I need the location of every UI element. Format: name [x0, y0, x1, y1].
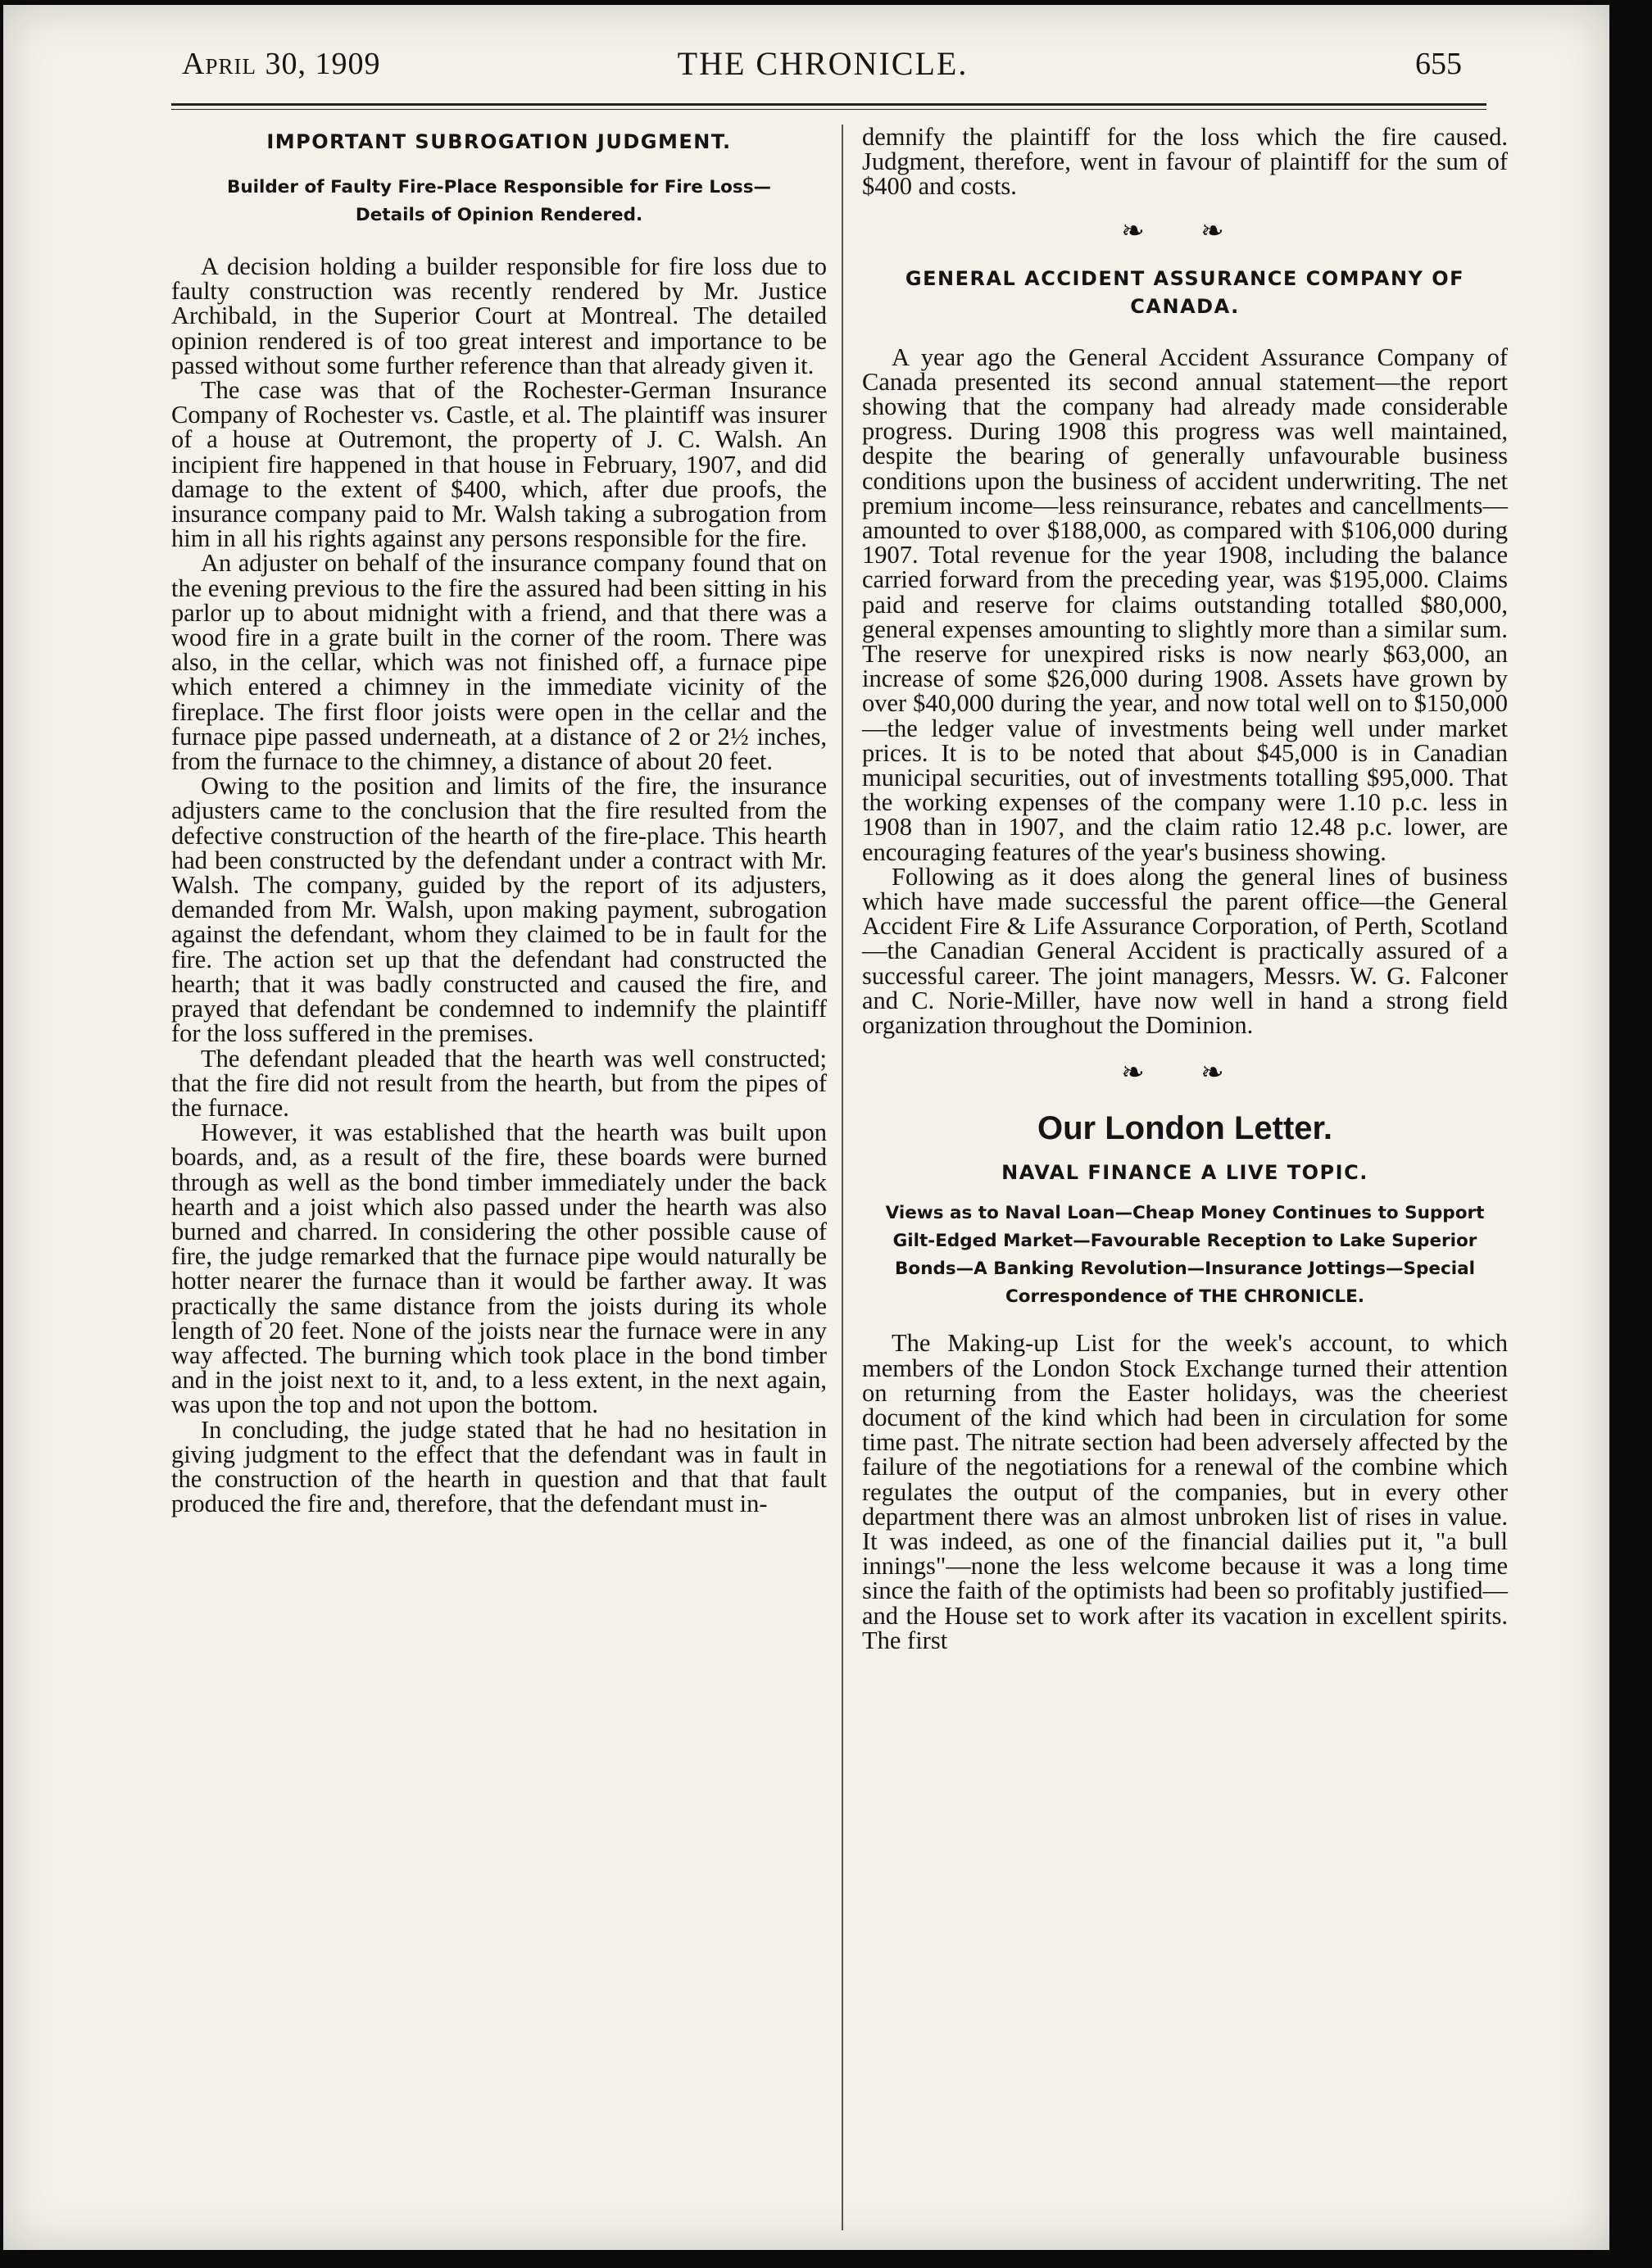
article1-paragraph: An adjuster on behalf of the insurance company found that on the evening previous to the fire the assured had been sitting in his parlor up to about midnight with a friend, and that there was a wood fire in a grate built in the corner of the room. There was also, in the cellar, which was not finished off, a furnace pipe which entered a chimney in the immediate vicinity of the fireplace. The first floor joists were open in the cellar and the furnace pipe passed underneath, at a distance of 2 or 2½ inches, from the furnace to the chimney, a distance of about 20 feet.: [171, 549, 827, 776]
article2-paragraph: Following as it does along the general lines of business which have made successful the parent office—the General Accident Fire & Life Assurance Corporation, of Perth, Scotland—the Canadian General Accident is practically assured of a successful career. The joint managers, Messrs. W. G. Falconer and C. Norie-Miller, have now well in hand a strong field organization throughout the Dominion.: [862, 862, 1508, 1040]
article1-subtitle: Builder of Faulty Fire-Place Responsible for Fire Loss—Details of Opinion Rendered.: [226, 177, 771, 225]
right-column: [862, 125, 1508, 1653]
article3-subtitle: NAVAL FINANCE A LIVE TOPIC.: [1001, 1161, 1368, 1185]
ornament-fleurons: ❧ ❧: [1121, 1058, 1249, 1089]
article3-title: Our London Letter.: [1037, 1110, 1332, 1147]
article3-deck: Views as to Naval Loan—Cheap Money Continues to Support Gilt-Edged Market—Favourable Reception to Lake Superior Bonds—A Banking Revolution—Insurance Jottings—Special Correspondence of THE CHRONICLE.: [885, 1203, 1485, 1308]
article2-title: GENERAL ACCIDENT ASSURANCE COMPANY OF CANADA.: [905, 266, 1465, 318]
header-page-number: 655: [1415, 47, 1462, 81]
header-date: April 30, 1909: [182, 47, 381, 81]
article1-paragraph: In concluding, the judge stated that he had no hesitation in giving judgment to the effect that the defendant was in fault in the construction of the hearth in question and that that fault produced the fire and, therefore, that the defendant must in-: [171, 1415, 827, 1518]
ornament-fleurons: ❧ ❧: [1121, 215, 1249, 247]
article3-paragraph: The Making-up List for the week's account, to which members of the London Stock Exchange turned their attention on returning from the Easter holidays, was the cheeriest document of the kind which had been in circulation for some time past. The nitrate section had been adversely affected by the failure of the negotiations for a renewal of the combine which regulates the output of the companies, but in every other department there was an almost unbroken list of rises in value. It was indeed, as one of the financial dailies put it, "a bull innings"—none the less welcome because it was a long time since the faith of the optimists had been so profitably justified—and the House set to work after its vacation in excellent spirits. The first: [862, 1329, 1508, 1654]
article1-paragraph: However, it was established that the hearth was built upon boards, and, as a result of the fire, these boards were burned through as well as the bond timber immediately under the back hearth and a joist which also passed under the hearth was also burned and charred. In considering the other possible cause of fire, the judge remarked that the furnace pipe would naturally be hotter nearer the furnace than it would be farther away. It was practically the same distance from the joists during its whole length of 20 feet. None of the joists near the furnace were in any way affected. The burning which took place in the bond timber and in the joist next to it, and, to a less extent, in the next again, was upon the top and not upon the bottom.: [171, 1118, 827, 1419]
article1-paragraph: The case was that of the Rochester-German Insurance Company of Rochester vs. Castle, et al. The plaintiff was insurer of a house at Outremont, the property of J. C. Walsh. An incipient fire happened in that house in February, 1907, and did damage to the extent of $400, which, after due proofs, the insurance company paid to Mr. Walsh taking a subrogation from him in all his rights against any persons responsible for the fire.: [171, 376, 827, 553]
header-title: THE CHRONICLE.: [677, 45, 969, 82]
article1-paragraph: Owing to the position and limits of the fire, the insurance adjusters came to the conclusion that the fire resulted from the defective construction of the hearth of the fire-place. This hearth had been constructed by the defendant under a contract with Mr. Walsh. The company, guided by the report of its adjusters, demanded from Mr. Walsh, upon making payment, subrogation against the defendant, whom they claimed to be in fault for the fire. The action set up that the defendant had constructed the hearth; that it was badly constructed and caused the fire, and prayed that defendant be condemned to indemnify the plaintiff for the loss suffered in the premises.: [171, 772, 827, 1048]
header-rule: [171, 103, 1486, 110]
left-column: [171, 125, 827, 1516]
column-divider: [842, 125, 843, 2230]
article1-title: IMPORTANT SUBROGATION JUDGMENT.: [266, 130, 732, 153]
newspaper-page: [3, 5, 1609, 2250]
page-header: [175, 38, 1470, 87]
article1-paragraph: The defendant pleaded that the hearth was well constructed; that the fire did not result from the hearth, but from the pipes of the furnace.: [171, 1044, 827, 1122]
article1-paragraph: A decision holding a builder responsible for fire loss due to faulty construction was recently rendered by Mr. Justice Archibald, in the Superior Court at Montreal. The detailed opinion rendered is of too great interest and importance to be passed without some further reference than that already given it.: [171, 252, 827, 379]
article1-continuation: demnify the plaintiff for the loss which the fire caused. Judgment, therefore, went in favour of plaintiff for the sum of $400 and costs.: [862, 123, 1508, 201]
article2-paragraph: A year ago the General Accident Assurance Company of Canada presented its second annual statement—the report showing that the company had already made considerable progress. During 1908 this progress was well maintained, despite the bearing of generally unfavourable business conditions upon the business of accident underwriting. The net premium income—less reinsurance, rebates and cancellments—amounted to over $188,000, as compared with $106,000 during 1907. Total revenue for the year 1908, including the balance carried forward from the preceding year, was $195,000. Claims paid and reserve for claims outstanding totalled $80,000, general expenses amounting to slightly more than a similar sum. The reserve for unexpired risks is now nearly $63,000, an increase of some $26,000 during 1908. Assets have grown by over $40,000 during the year, and now total well on to $150,000—the ledger value of investments being well under market prices. It is to be noted that about $45,000 is in Canadian municipal securities, out of investments totalling $95,000. That the working expenses of the company were 1.10 p.c. less in 1908 than in 1907, and the claim ratio 12.48 p.c. lower, are encouraging features of the year's business showing.: [862, 342, 1508, 866]
